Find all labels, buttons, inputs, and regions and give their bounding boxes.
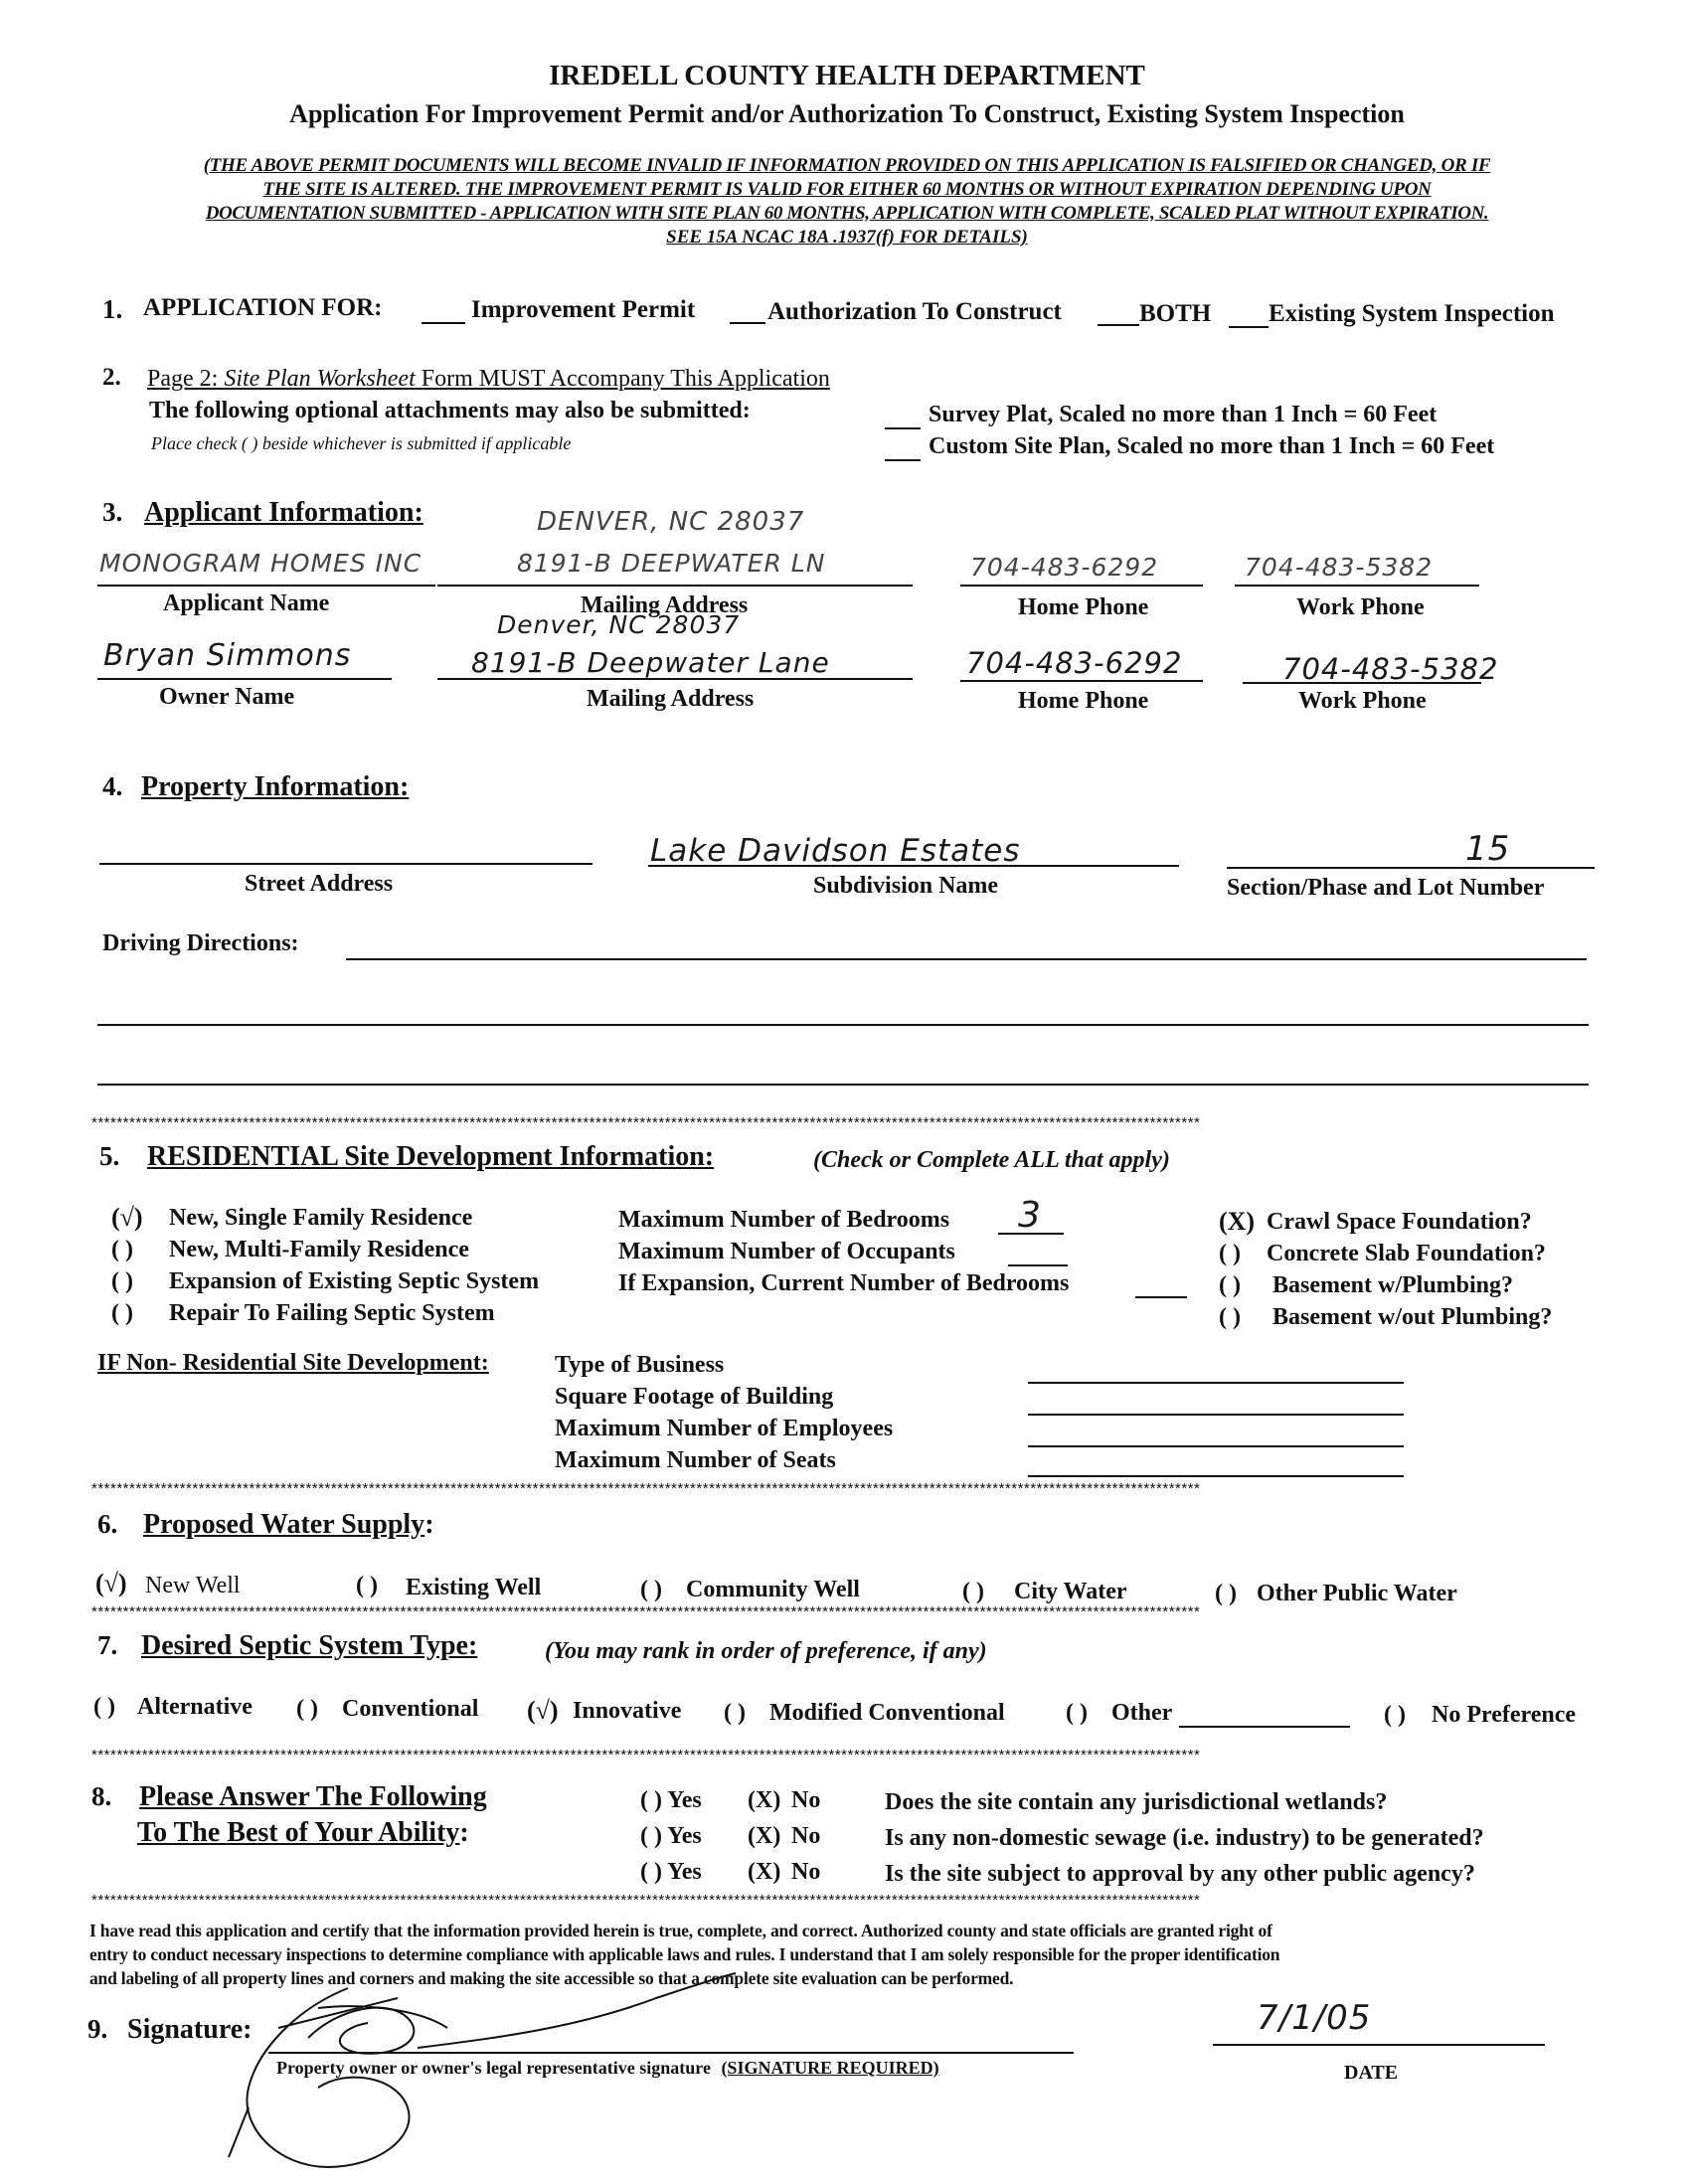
sec1-improvement-blank[interactable] [422,306,465,324]
signature-line[interactable] [268,2052,1074,2054]
owner-home-phone-value: 704-483-6292 [966,646,1183,680]
driving-directions-label: Driving Directions: [102,930,299,956]
septic-mark-modified[interactable]: ( ) [724,1700,746,1726]
subdivision-value: Lake Davidson Estates [650,833,1021,869]
notice-line-1: (THE ABOVE PERMIT DOCUMENTS WILL BECOME INVALID IF INFORMATION PROVIDED ON THIS APPLICATION IS FALSIFIED OR CHANGED, OR IF [203,155,1491,176]
signature-caption: Property owner or owner's legal representative signature [276,2058,711,2078]
certification-line-1: I have read this application and certify that the information provided herein is true, complete, and correct. Authorized county and state officials are granted right of [89,1921,1272,1940]
sec1-improvement-permit: Improvement Permit [471,296,696,323]
certification-line-2: entry to conduct necessary inspections to determine compliance with applicable laws and rules. I understand that I am solely responsible for the proper identification [89,1944,1280,1964]
nonres-seats-line[interactable] [1028,1475,1404,1477]
sec2-title-a: Page 2: [147,366,225,392]
sec1-authorization-blank[interactable] [730,306,765,324]
foundation-label-1: Crawl Space Foundation? [1267,1209,1532,1235]
divider-stars-4: ******************************************************************************************************************************************************************************** [91,1748,1201,1764]
street-address-label: Street Address [245,871,394,897]
owner-home-phone-line[interactable] [960,680,1203,682]
q2-no: No [791,1823,821,1849]
q2-text: Is any non-domestic sewage (i.e. industry) to be generated? [885,1825,1484,1851]
water-label-new-well: New Well [145,1573,241,1598]
q3-text: Is the site subject to approval by any other public agency? [885,1861,1475,1887]
sec6-colon: : [424,1509,434,1540]
applicant-name-label: Applicant Name [163,590,330,616]
divider-stars-3: ******************************************************************************************************************************************************************************** [91,1604,1201,1620]
res-type-label-1: New, Single Family Residence [169,1205,473,1231]
sec1-existing-blank[interactable] [1229,310,1269,328]
applicant-name-value: MONOGRAM HOMES INC [99,549,423,578]
current-bedrooms-line[interactable] [1135,1296,1187,1298]
foundation-mark-1[interactable]: (X) [1219,1207,1256,1236]
custom-site-plan-blank[interactable] [885,443,921,461]
driving-directions-line-3[interactable] [97,1084,1589,1086]
owner-work-phone-label: Work Phone [1298,688,1427,714]
sec9-title: Signature: [127,2014,253,2045]
water-label-existing-well: Existing Well [406,1575,542,1600]
q3-yes[interactable]: ( ) Yes [640,1859,702,1885]
foundation-mark-4[interactable]: ( ) [1219,1304,1241,1330]
sec1-existing-system: Existing System Inspection [1269,300,1555,327]
lot-number-line[interactable] [1227,867,1595,869]
res-type-mark-4[interactable]: ( ) [111,1300,133,1326]
form-subtitle: Application For Improvement Permit and/or Authorization To Construct, Existing System Inspection [289,99,1405,128]
sec6-title: Proposed Water Supply [143,1509,425,1540]
foundation-mark-2[interactable]: ( ) [1219,1241,1241,1266]
certification-line-3: and labeling of all property lines and corners and making the site accessible so that a complete site evaluation can be performed. [89,1968,1014,1988]
applicant-name-line[interactable] [97,585,435,587]
owner-address-value: 8191-B Deepwater Lane [471,646,830,679]
sec2-number: 2. [102,364,121,391]
owner-work-phone-value: 704-483-5382 [1282,652,1499,686]
water-label-city-water: City Water [1014,1579,1127,1604]
septic-mark-no-preference[interactable]: ( ) [1384,1702,1406,1728]
res-type-label-4: Repair To Failing Septic System [169,1300,495,1326]
q1-no: No [791,1787,821,1813]
sec4-number: 4. [102,771,123,801]
septic-other-line[interactable] [1179,1726,1350,1728]
water-mark-city-water[interactable]: ( ) [962,1579,984,1604]
form-title: IREDELL COUNTY HEALTH DEPARTMENT [549,60,1145,91]
driving-directions-line-1[interactable] [346,958,1587,960]
nonres-type-of-business: Type of Business [555,1352,725,1378]
notice-line-4: SEE 15A NCAC 18A .1937(f) FOR DETAILS) [666,227,1028,248]
owner-mailing-address-label: Mailing Address [587,686,755,712]
nonres-type-line[interactable] [1028,1382,1404,1384]
max-bedrooms-line[interactable] [998,1233,1064,1235]
sec7-number: 7. [97,1630,118,1660]
water-label-community-well: Community Well [686,1577,860,1602]
sec2-title [147,366,830,393]
sec1-number: 1. [102,294,123,324]
divider-stars-1: ******************************************************************************************************************************************************************************** [91,1115,1201,1131]
septic-label-no-preference: No Preference [1432,1702,1577,1728]
applicant-work-phone-label: Work Phone [1296,594,1425,620]
owner-name-label: Owner Name [159,684,295,710]
sec6-number: 6. [97,1509,118,1539]
sec7-title: Desired Septic System Type: [141,1630,478,1661]
date-line[interactable] [1213,2044,1545,2046]
septic-mark-innovative[interactable]: (√) [527,1696,559,1725]
sec6-title-wrap [143,1509,434,1541]
sec5-hint: (Check or Complete ALL that apply) [813,1147,1170,1173]
sec5-title: RESIDENTIAL Site Development Information: [147,1141,715,1172]
current-bedrooms-label: If Expansion, Current Number of Bedrooms [618,1270,1070,1296]
septic-mark-other[interactable]: ( ) [1066,1700,1088,1726]
max-occupants-label: Maximum Number of Occupants [618,1239,955,1264]
water-mark-other-public[interactable]: ( ) [1215,1581,1237,1606]
water-mark-existing-well[interactable]: ( ) [356,1573,378,1598]
owner-name-line[interactable] [97,678,392,680]
date-label: DATE [1344,2062,1399,2084]
foundation-mark-3[interactable]: ( ) [1219,1272,1241,1298]
sec8-title-line2: To The Best of Your Ability [137,1817,460,1848]
sec1-authorization: Authorization To Construct [767,298,1062,325]
sec3-title: Applicant Information: [144,497,424,528]
res-type-mark-2[interactable]: ( ) [111,1237,133,1262]
max-occupants-line[interactable] [1008,1264,1068,1266]
water-mark-new-well[interactable]: (√) [95,1569,127,1597]
divider-stars-5: ******************************************************************************************************************************************************************************** [91,1893,1201,1909]
foundation-label-3: Basement w/Plumbing? [1272,1272,1514,1298]
subdivision-label: Subdivision Name [813,873,999,899]
sec4-title: Property Information: [141,771,410,802]
water-mark-community-well[interactable]: ( ) [640,1577,662,1602]
signature-required: (SIGNATURE REQUIRED) [721,2058,939,2078]
q1-no-mark[interactable]: (X) [748,1787,781,1813]
sec2-title-c: Form MUST Accompany This Application [415,366,830,392]
sec5-number: 5. [99,1141,120,1171]
applicant-address-line[interactable] [437,585,913,587]
sec9-number: 9. [87,2014,108,2044]
q2-no-mark[interactable]: (X) [748,1823,781,1849]
sec1-label: APPLICATION FOR: [143,294,383,321]
nonres-footage-line[interactable] [1028,1414,1404,1416]
custom-site-plan-option: Custom Site Plan, Scaled no more than 1 Inch = 60 Feet [929,433,1495,459]
septic-label-alternative: Alternative [137,1694,253,1720]
sec1-both-blank[interactable] [1098,308,1139,326]
sec8-colon: : [459,1817,469,1848]
applicant-address-line2: DENVER, NC 28037 [537,507,805,537]
nonres-max-employees: Maximum Number of Employees [555,1416,894,1441]
owner-work-phone-line[interactable] [1243,682,1481,684]
sec7-hint: (You may rank in order of preference, if any) [545,1638,987,1664]
applicant-address-value: 8191-B DEEPWATER LN [517,549,826,578]
survey-plat-option: Survey Plat, Scaled no more than 1 Inch = 60 Feet [929,402,1438,427]
septic-label-innovative: Innovative [573,1698,682,1724]
sec2-place-check-text: Place check ( ) beside whichever is submitted if applicable [151,433,572,453]
owner-address-line[interactable] [437,678,913,680]
applicant-home-phone-line[interactable] [960,585,1203,587]
septic-mark-conventional[interactable]: ( ) [296,1696,318,1722]
septic-label-conventional: Conventional [342,1696,479,1722]
sec8-title-line1: Please Answer The Following [139,1781,487,1812]
septic-label-other: Other [1111,1700,1173,1726]
q1-text: Does the site contain any jurisdictional wetlands? [885,1789,1388,1815]
q2-yes[interactable]: ( ) Yes [640,1823,702,1849]
owner-home-phone-label: Home Phone [1018,688,1149,714]
subdivision-line[interactable] [648,865,1179,867]
owner-address-line2: Denver, NC 28037 [497,610,741,639]
notice-line-3: DOCUMENTATION SUBMITTED - APPLICATION WITH SITE PLAN 60 MONTHS, APPLICATION WITH COMPLETE, SCALED PLAT WITHOUT EXPIRATION. [205,203,1489,224]
owner-name-value: Bryan Simmons [103,638,352,673]
nonres-employees-line[interactable] [1028,1445,1404,1447]
survey-plat-blank[interactable] [885,412,921,429]
notice-line-2: THE SITE IS ALTERED. THE IMPROVEMENT PERMIT IS VALID FOR EITHER 60 MONTHS OR WITHOUT EXPIRATION DEPENDING UPON [262,179,1432,200]
applicant-mailing-address-label: Mailing Address [581,592,749,618]
sec2-optional-text: The following optional attachments may also be submitted: [149,398,751,423]
applicant-work-phone-line[interactable] [1235,585,1479,587]
nonres-title: IF Non- Residential Site Development: [97,1350,489,1376]
lot-number-label: Section/Phase and Lot Number [1227,875,1545,901]
signature-date-value: 7/1/05 [1257,1998,1372,2038]
sec1-both: BOTH [1139,300,1212,327]
sec8-title-line2-wrap [137,1817,469,1849]
applicant-home-phone-label: Home Phone [1018,594,1149,620]
septic-label-modified: Modified Conventional [769,1700,1005,1726]
lot-number-value: 15 [1465,829,1511,869]
sec3-number: 3. [102,497,123,527]
foundation-label-4: Basement w/out Plumbing? [1272,1304,1553,1330]
res-type-label-3: Expansion of Existing Septic System [169,1268,540,1294]
res-type-mark-3[interactable]: ( ) [111,1268,133,1294]
res-type-label-2: New, Multi-Family Residence [169,1237,469,1262]
res-type-mark-1[interactable]: (√) [111,1203,143,1232]
nonres-square-footage: Square Footage of Building [555,1384,834,1410]
q1-yes[interactable]: ( ) Yes [640,1787,702,1813]
water-label-other-public: Other Public Water [1257,1581,1457,1606]
divider-stars-2: ******************************************************************************************************************************************************************************** [91,1481,1201,1497]
q3-no: No [791,1859,821,1885]
septic-mark-alternative[interactable]: ( ) [93,1694,115,1720]
max-bedrooms-value: 3 [1018,1195,1042,1236]
driving-directions-line-2[interactable] [97,1024,1589,1026]
applicant-work-phone-value: 704-483-5382 [1245,553,1434,582]
sec8-number: 8. [91,1781,112,1811]
foundation-label-2: Concrete Slab Foundation? [1267,1241,1546,1266]
nonres-max-seats: Maximum Number of Seats [555,1447,836,1473]
q3-no-mark[interactable]: (X) [748,1859,781,1885]
signature-caption-wrap [276,2058,939,2079]
street-address-line[interactable] [99,863,593,865]
sec2-title-b: Site Plan Worksheet [224,366,416,392]
max-bedrooms-label: Maximum Number of Bedrooms [618,1207,950,1233]
applicant-home-phone-value: 704-483-6292 [970,553,1159,582]
